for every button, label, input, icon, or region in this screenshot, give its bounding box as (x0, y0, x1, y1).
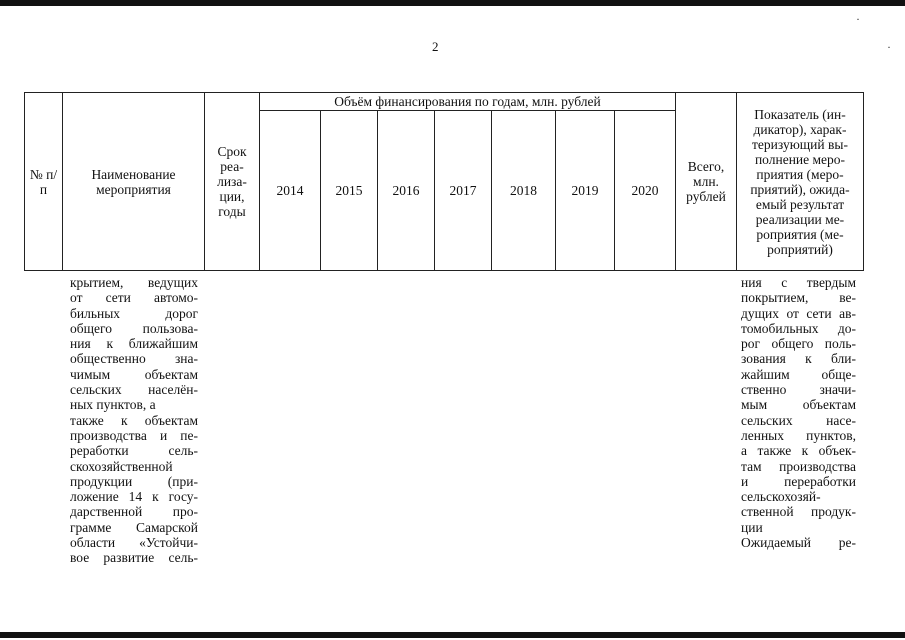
year-header: 2015 (321, 111, 378, 271)
text-line: реработки сель- (70, 443, 198, 459)
text-line: и переработки (741, 473, 856, 489)
text-line: ных пунктов, а (70, 397, 156, 413)
text-line: ственной продук- (741, 504, 856, 520)
scan-speck: · (856, 12, 860, 26)
text-line: ния с твердым (741, 275, 856, 290)
text-line: крытием, ведущих (70, 275, 198, 290)
text-line: Ожидаемый ре- (741, 535, 856, 551)
col-header-name: Наименование мероприятия (63, 93, 205, 271)
year-header: 2019 (556, 111, 615, 271)
text-line: мым объектам (741, 397, 856, 413)
text-line: ния к ближайшим (70, 336, 198, 352)
year-header: 2016 (378, 111, 435, 271)
text-line: области «Устойчи- (70, 535, 198, 551)
financing-table-header (24, 92, 864, 271)
text-line: также к объектам (70, 412, 198, 428)
text-line: чимым объектам (70, 366, 198, 382)
text-line: общего пользова- (70, 320, 198, 336)
text-line: сельскохозяй- (741, 489, 821, 505)
top-border (0, 0, 905, 6)
text-line: покрытием, ве- (741, 290, 856, 306)
col-header-num: № п/п (25, 93, 63, 271)
text-line: грамме Самарской (70, 519, 198, 535)
text-line: жайшим обще- (741, 366, 856, 382)
page-number: 2 (432, 39, 439, 54)
col-header-financing: Объём финансирования по годам, млн. рублей (260, 93, 676, 111)
text-line: от сети автомо- (70, 290, 198, 306)
text-line: общественно зна- (70, 351, 198, 367)
text-line: ленных пунктов, (741, 427, 856, 443)
text-line: зования к бли- (741, 351, 856, 367)
text-line: там производства (741, 458, 856, 474)
text-line: сельских населён- (70, 382, 198, 398)
text-line: продукции (при- (70, 473, 198, 489)
indicator-text (741, 275, 856, 550)
text-line: ственно значи- (741, 382, 856, 398)
year-header: 2014 (260, 111, 321, 271)
measure-name-text (70, 275, 198, 566)
text-line: производства и пе- (70, 427, 198, 443)
text-line: дущих от сети ав- (741, 305, 856, 321)
text-line: а также к объек- (741, 443, 856, 459)
col-header-term: Срок реа-лиза-ции, годы (205, 93, 260, 271)
year-header: 2020 (615, 111, 676, 271)
text-line: томобильных до- (741, 320, 856, 336)
text-line: сельских насе- (741, 412, 856, 428)
col-header-total: Всего, млн. рублей (676, 93, 737, 271)
text-line: скохозяйственной (70, 458, 173, 474)
text-line: дарственной про- (70, 504, 198, 520)
scan-speck: · (887, 40, 891, 54)
text-line: вое развитие сель- (70, 550, 198, 566)
year-header: 2018 (492, 111, 556, 271)
text-line: рог общего поль- (741, 336, 856, 352)
text-line: ложение 14 к госу- (70, 489, 198, 505)
text-line: ции (741, 519, 763, 535)
year-header: 2017 (435, 111, 492, 271)
bottom-border (0, 632, 905, 638)
col-header-indicator: Показатель (ин-дикатор), харак-теризующий вы-полнение меро-приятия (меро-приятий), ожида-емый результат реализации ме-роприятия (ме-роприятий) (737, 93, 864, 271)
text-line: бильных дорог (70, 305, 198, 321)
